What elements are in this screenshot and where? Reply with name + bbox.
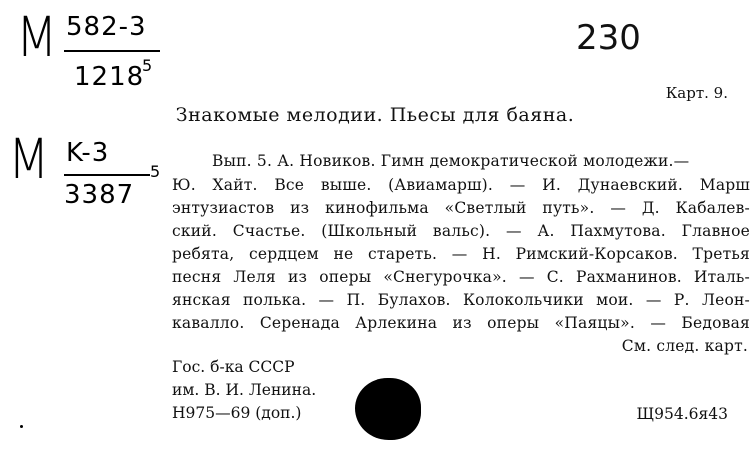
card-number: Карт. 9.: [665, 84, 728, 102]
imprint-line-2: им. В. И. Ленина.: [172, 381, 317, 399]
imprint-line-3: Н975—69 (доп.): [172, 404, 302, 422]
body-line: ребята, сердцем не стареть. — Н. Римский-Корсаков. Третья: [172, 245, 750, 263]
body-line: Ю. Хайт. Все выше. (Авиамарш). — И. Дунаевский. Марш: [172, 176, 750, 194]
handwritten-mark: 230: [576, 18, 641, 58]
body-line: энтузиастов из кинофильма «Светлый путь». — Д. Кабалев-: [172, 199, 750, 217]
ink-stamp: [355, 378, 421, 440]
ink-dot: [20, 425, 23, 428]
call-number-top-1: 582-3: [66, 12, 147, 42]
call-number-divider-1: [64, 50, 160, 52]
call-number-suffix-1: 5: [142, 56, 153, 75]
call-number-top-2: K-3: [66, 138, 110, 168]
body-line: кавалло. Серенада Арлекина из оперы «Паяцы». — Бедовая: [172, 314, 750, 332]
continuation-note: См. след. карт.: [621, 337, 748, 355]
classification-code: Щ954.6я43: [636, 405, 728, 423]
body-line: песня Леля из оперы «Снегурочка». — С. Рахманинов. Италь-: [172, 268, 750, 286]
call-number-prefix-2: M: [8, 127, 50, 192]
call-number-bottom-1: 1218: [74, 62, 145, 92]
call-number-bottom-2: 3387: [64, 180, 135, 210]
body-line: янская полька. — П. Булахов. Колокольчики мои. — Р. Леон-: [172, 291, 750, 309]
call-number-suffix-2: 5: [150, 162, 161, 181]
body-line: Вып. 5. А. Новиков. Гимн демократической молодежи.—: [212, 152, 690, 170]
body-line: ский. Счастье. (Школьный вальс). — А. Пахмутова. Главное: [172, 222, 750, 240]
imprint-line-1: Гос. б-ка СССР: [172, 358, 295, 376]
call-number-divider-2: [64, 174, 150, 176]
card-heading: Знакомые мелодии. Пьесы для баяна.: [175, 104, 575, 126]
call-number-prefix-1: M: [16, 5, 58, 70]
